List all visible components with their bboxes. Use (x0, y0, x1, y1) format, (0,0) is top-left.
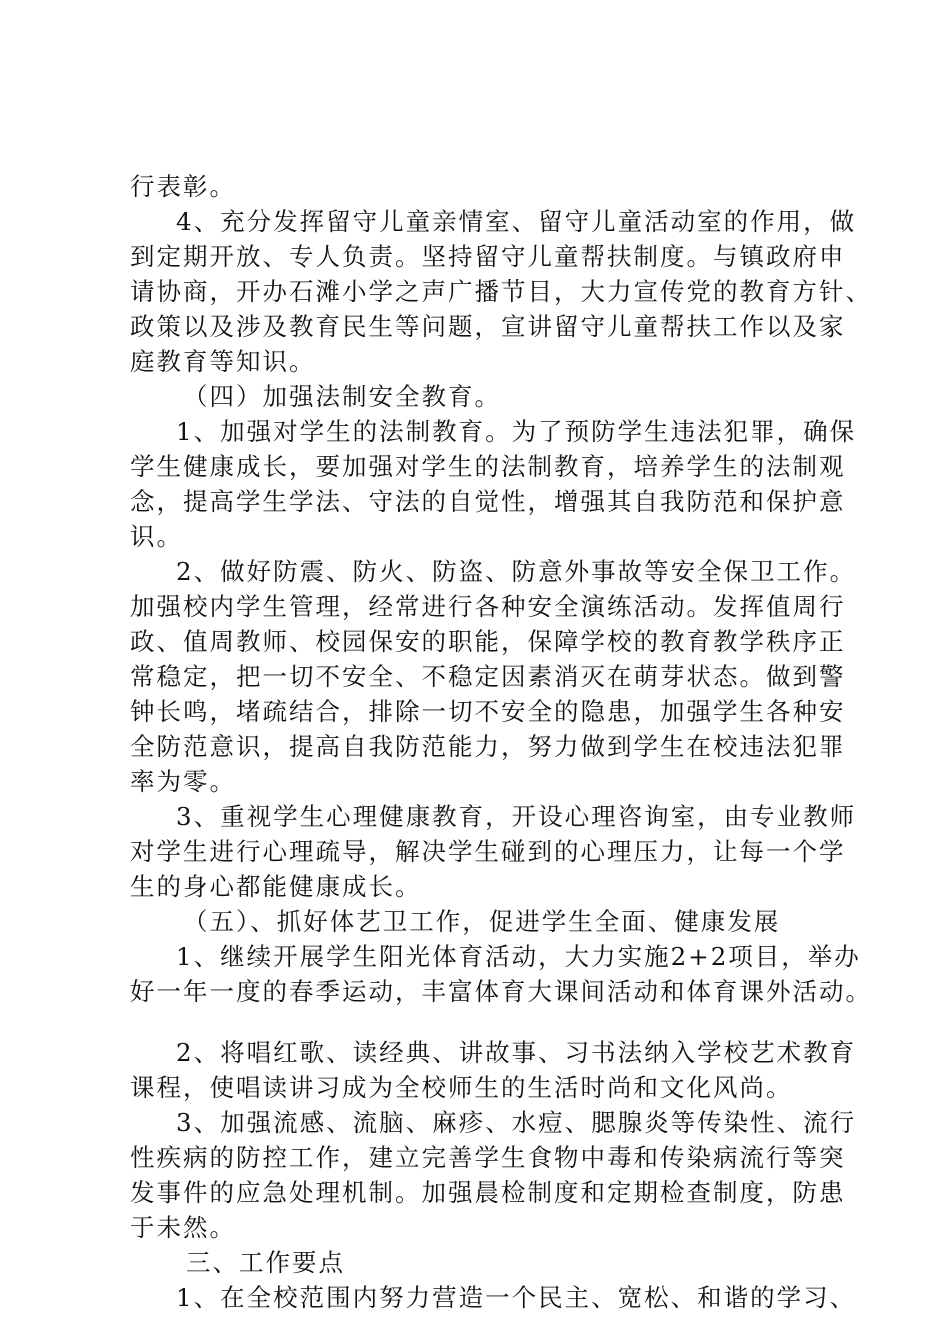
text-line: 对学生进行心理疏导，解决学生碰到的心理压力，让每一个学 (130, 837, 846, 866)
text-line: 3、加强流感、流脑、麻疹、水痘、腮腺炎等传染性、流行 (176, 1108, 857, 1137)
text-line: 全防范意识，提高自我防范能力，努力做到学生在校违法犯罪 (130, 732, 846, 761)
text-line: 常稳定，把一切不安全、不稳定因素消灭在萌芽状态。做到警 (130, 662, 846, 691)
text-line: 庭教育等知识。 (130, 347, 316, 376)
text-line: 请协商，开办石滩小学之声广播节目，大力宣传党的教育方针、 (130, 277, 872, 306)
text-line: 生的身心都能健康成长。 (130, 872, 422, 901)
text-line: 到定期开放、专人负责。坚持留守儿童帮扶制度。与镇政府申 (130, 242, 846, 271)
text-line: 2、做好防震、防火、防盗、防意外事故等安全保卫工作。 (176, 557, 857, 586)
text-line: 课程，使唱读讲习成为全校师生的生活时尚和文化风尚。 (130, 1073, 793, 1102)
section-heading: 三、工作要点 (186, 1248, 345, 1277)
text-line: 率为零。 (130, 767, 236, 796)
text-line: 识。 (130, 522, 183, 551)
section-heading: （五）、抓好体艺卫工作，促进学生全面、健康发展 (183, 907, 781, 936)
text-line: 好一年一度的春季运动，丰富体育大课间活动和体育课外活动。 (130, 977, 872, 1006)
text-line: 政、值周教师、校园保安的职能，保障学校的教育教学秩序正 (130, 627, 846, 656)
text-line: 行表彰。 (130, 172, 236, 201)
text-line: 1、加强对学生的法制教育。为了预防学生违法犯罪，确保 (176, 417, 857, 446)
section-heading: （四）加强法制安全教育。 (183, 382, 501, 411)
text-line: 政策以及涉及教育民生等问题，宣讲留守儿童帮扶工作以及家 (130, 312, 846, 341)
text-line: 钟长鸣，堵疏结合，排除一切不安全的隐患，加强学生各种安 (130, 697, 846, 726)
text-line: 1、在全校范围内努力营造一个民主、宽松、和谐的学习、 (176, 1283, 857, 1312)
text-line: 学生健康成长，要加强对学生的法制教育，培养学生的法制观 (130, 452, 846, 481)
text-line: 于未然。 (130, 1213, 236, 1242)
text-line: 3、重视学生心理健康教育，开设心理咨询室，由专业教师 (176, 802, 857, 831)
text-line: 4、充分发挥留守儿童亲情室、留守儿童活动室的作用，做 (176, 207, 857, 236)
text-line: 性疾病的防控工作，建立完善学生食物中毒和传染病流行等突 (130, 1143, 846, 1172)
text-line: 2、将唱红歌、读经典、讲故事、习书法纳入学校艺术教育 (176, 1038, 857, 1067)
text-line: 发事件的应急处理机制。加强晨检制度和定期检查制度，防患 (130, 1178, 846, 1207)
text-line: 念，提高学生学法、守法的自觉性，增强其自我防范和保护意 (130, 487, 846, 516)
text-line: 加强校内学生管理，经常进行各种安全演练活动。发挥值周行 (130, 592, 846, 621)
text-line: 1、继续开展学生阳光体育活动，大力实施2+2项目，举办 (176, 942, 861, 971)
